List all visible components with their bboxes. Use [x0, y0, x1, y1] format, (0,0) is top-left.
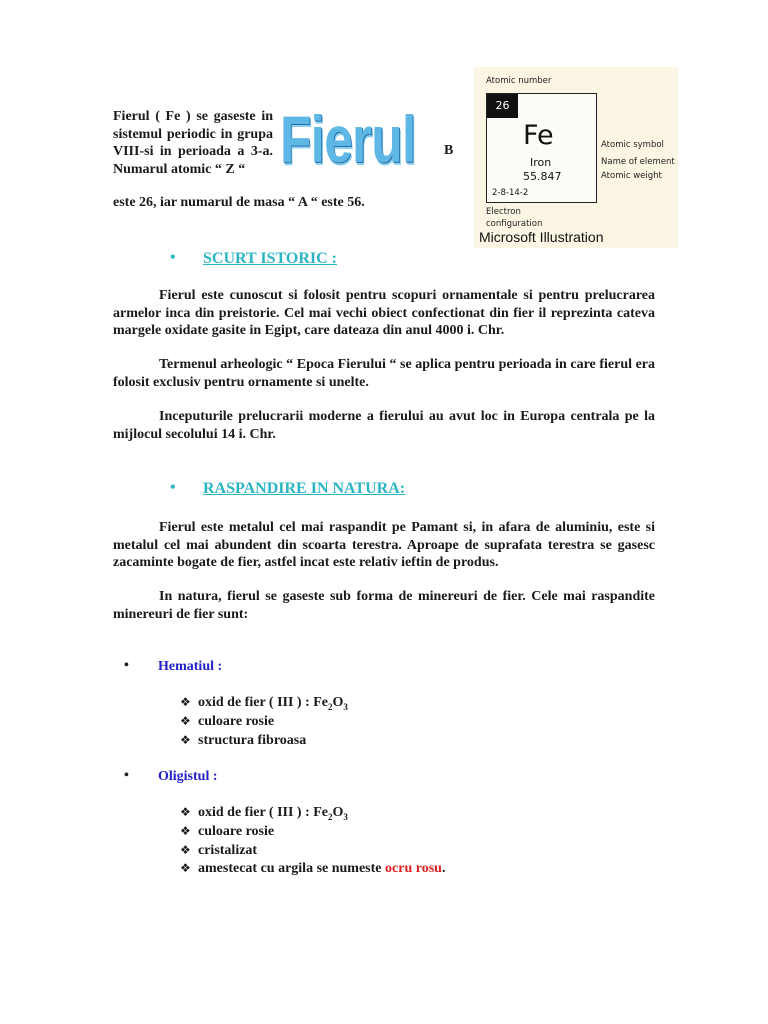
section1-bullet: • — [170, 249, 176, 266]
diamond-bullet-icon: ❖ — [180, 824, 191, 838]
element-illustration — [474, 67, 678, 248]
label-config-2: configuration — [486, 219, 543, 229]
intro-last-line: este 26, iar numarul de masa “ A “ este 56. — [113, 195, 365, 210]
diamond-bullet-icon: ❖ — [180, 714, 191, 728]
highlight-text: ocru rosu — [385, 861, 442, 876]
atomic-number: 26 — [487, 94, 518, 118]
diamond-bullet-icon: ❖ — [180, 861, 191, 875]
mineral-2-item-1: ❖ oxid de fier ( III ) : $Fe_2O_3$ — [180, 805, 348, 822]
mineral-2-title: Oligistul : — [158, 769, 218, 784]
intro-text: Fierul ( Fe ) se gaseste in sistemul periodic in grupa VIII-si in perioada a 3-a. Numarul atomic “ Z “ — [113, 109, 273, 177]
diamond-bullet-icon: ❖ — [180, 805, 191, 819]
diamond-bullet-icon: ❖ — [180, 843, 191, 857]
section1-heading: SCURT ISTORIC : — [203, 250, 337, 267]
atomic-number-label: Atomic number — [486, 76, 552, 86]
mineral-1-title: Hematiul : — [158, 659, 223, 674]
section1-paragraph-3: Inceputurile prelucrarii moderne a fierului au avut loc in Europa centrala pe la mijlocul secolului 14 i. Chr. — [113, 409, 655, 442]
mineral-2-bullet: • — [124, 768, 129, 783]
mineral-2-item-3: ❖ cristalizat — [180, 843, 258, 858]
diamond-bullet-icon: ❖ — [180, 733, 191, 747]
label-name: Name of element — [601, 157, 675, 167]
mineral-1-item-1: ❖ oxid de fier ( III ) : $Fe_2O_3$ — [180, 695, 348, 712]
mineral-1-item-2: ❖ culoare rosie — [180, 714, 275, 729]
element-config: 2-8-14-2 — [492, 188, 529, 198]
section2-heading: RASPANDIRE IN NATURA: — [203, 480, 406, 497]
mineral-2-item-4: ❖ amestecat cu argila se numeste ocru rosu. — [180, 861, 446, 876]
element-weight: 55.847 — [523, 170, 562, 183]
diamond-bullet-icon: ❖ — [180, 695, 191, 709]
mineral-1-bullet: • — [124, 658, 129, 673]
element-symbol: Fe — [523, 120, 554, 151]
label-weight: Atomic weight — [601, 171, 662, 181]
section1-paragraph-2: Termenul arheologic “ Epoca Fierului “ se aplica pentru perioada in care fierul era folosit exclusiv pentru ornamente si unelte. — [113, 357, 655, 390]
illustration-credit: Microsoft Illustration — [479, 229, 604, 245]
element-name: Iron — [530, 156, 552, 169]
mineral-1-item-3: ❖ structura fibroasa — [180, 733, 307, 748]
section2-paragraph-1: Fierul este metalul cel mai raspandit pe Pamant si, in afara de aluminiu, este si metalul cel mai abundent din scoarta terestra. Aproape de suprafata terestra se gasesc zacaminte bogate de fier, astfel incat este relativ ieftin de produs. — [113, 520, 655, 570]
wordart-title: Fierul — [280, 102, 416, 176]
section2-paragraph-2: In natura, fierul se gaseste sub forma de minereuri de fier. Cele mai raspandite minereuri de fier sunt: — [113, 589, 655, 622]
section1-paragraph-1: Fierul este cunoscut si folosit pentru scopuri ornamentale si pentru prelucrarea armelor inca din preistorie. Cel mai vechi obiect confectionat din fier il reprezinta cateva margele oxidate gasite in Egipt, care dateaza din anul 4000 i. Chr. — [113, 288, 655, 338]
label-symbol: Atomic symbol — [601, 140, 664, 150]
element-box — [486, 93, 597, 203]
mineral-2-item-2: ❖ culoare rosie — [180, 824, 275, 839]
intro-paragraph — [113, 108, 273, 178]
label-config-1: Electron — [486, 207, 521, 217]
section2-bullet: • — [170, 479, 176, 496]
side-letter: B — [444, 143, 454, 158]
